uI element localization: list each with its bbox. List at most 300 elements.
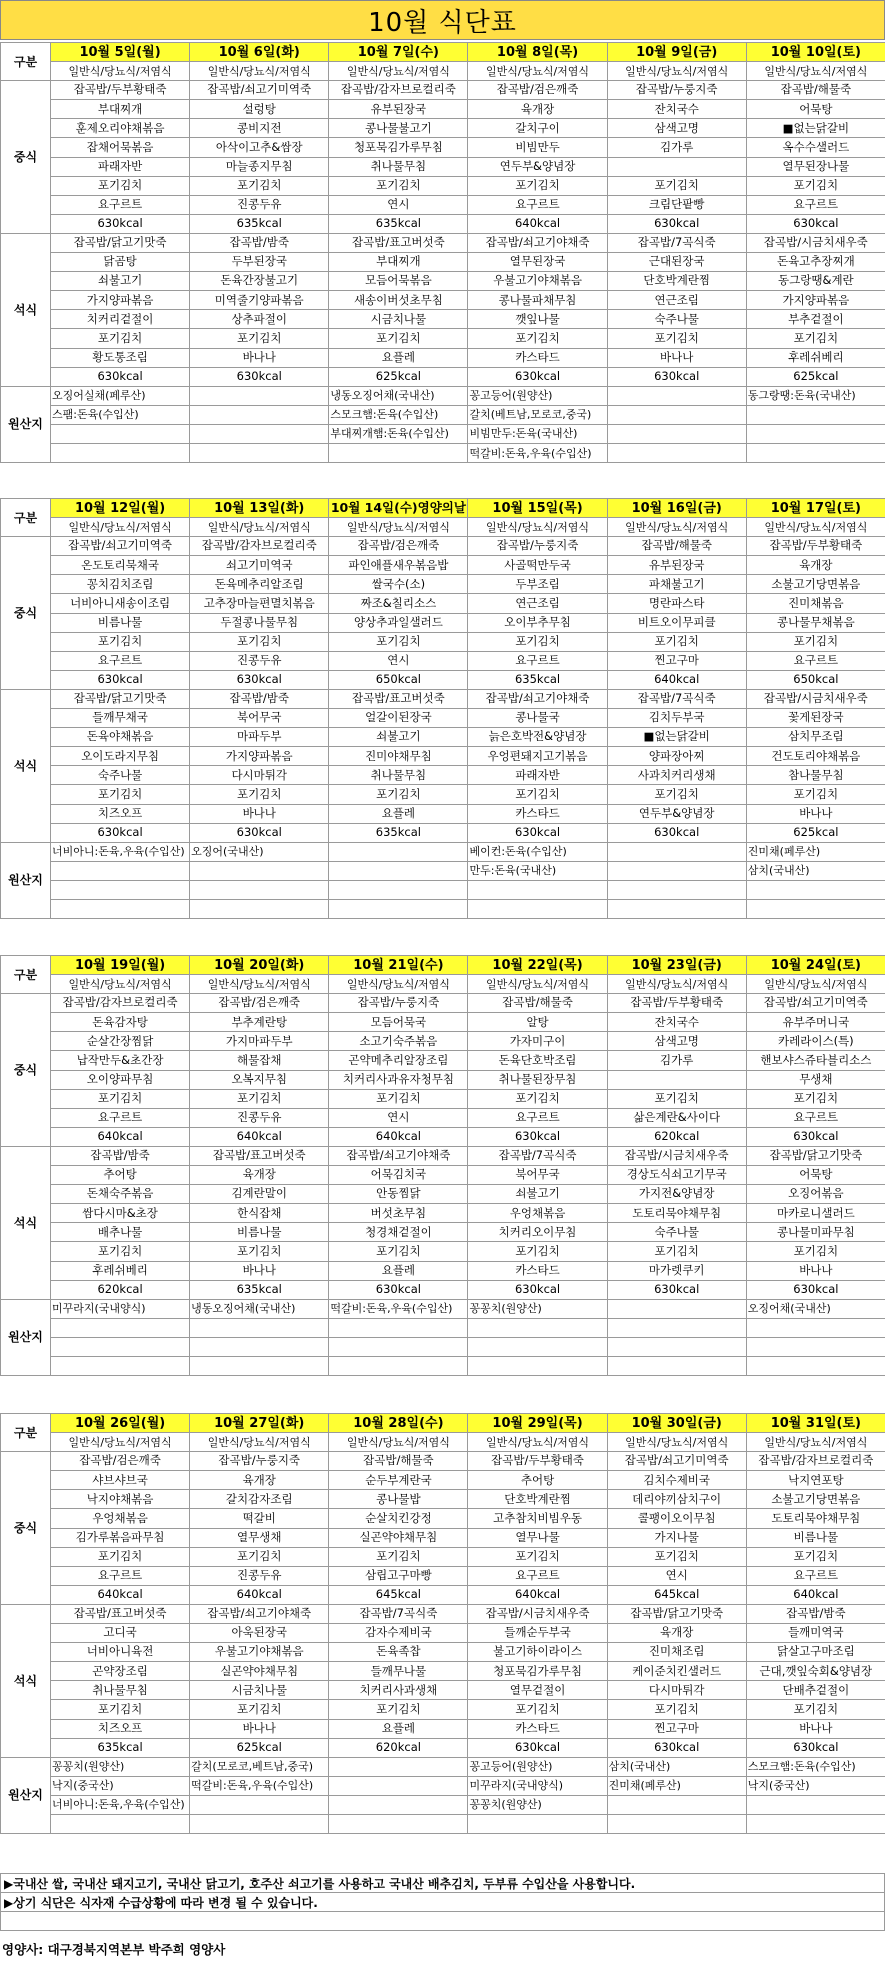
dinner-item: 부대찌개	[329, 253, 468, 272]
table-row	[1, 651, 885, 670]
table-row	[1, 1414, 885, 1433]
dinner-item: 625kcal	[746, 367, 885, 386]
lunch-item: 잡곡밥/검은깨죽	[190, 994, 329, 1013]
lunch-item: 잡곡밥/누룽지죽	[190, 1452, 329, 1471]
origin-item	[190, 405, 329, 424]
diet-type: 일반식/당뇨식/저염식	[468, 975, 607, 994]
origin-item	[746, 899, 885, 918]
lunch-item: 연두부&양념장	[468, 157, 607, 176]
lunch-item: 사골떡만두국	[468, 556, 607, 575]
dinner-item: 625kcal	[746, 823, 885, 842]
dinner-item: 김계란말이	[190, 1185, 329, 1204]
dinner-item: 잡곡밥/7곡식죽	[329, 1604, 468, 1623]
origin-item: 낙지(중국산)	[51, 1776, 190, 1795]
diet-type: 일반식/당뇨식/저염식	[746, 518, 885, 537]
table-row	[1, 709, 885, 728]
lunch-item: 포기김치	[329, 1089, 468, 1108]
lunch-item: 연시	[329, 651, 468, 670]
lunch-item: 열무생채	[190, 1528, 329, 1547]
dinner-item: 포기김치	[329, 785, 468, 804]
origin-item	[51, 424, 190, 443]
lunch-item: 640kcal	[51, 1585, 190, 1604]
dinner-item: 새송이버섯초무침	[329, 291, 468, 310]
table-row	[1, 1166, 885, 1185]
lunch-item: 연근조림	[468, 594, 607, 613]
dinner-item: 깻잎나물	[468, 310, 607, 329]
lunch-item: 잡곡밥/해물죽	[468, 994, 607, 1013]
origin-item	[607, 861, 746, 880]
diet-type: 일반식/당뇨식/저염식	[607, 1433, 746, 1452]
week-table	[0, 955, 885, 1376]
table-row	[1, 1585, 885, 1604]
dinner-item: 카스타드	[468, 804, 607, 823]
lunch-item: 어묵탕	[746, 100, 885, 119]
lunch-item: 630kcal	[746, 214, 885, 233]
dinner-item: 잡곡밥/닭고기맛죽	[51, 689, 190, 708]
lunch-item: 육개장	[190, 1471, 329, 1490]
dinner-item: 포기김치	[468, 1700, 607, 1719]
lunch-item: 진콩두유	[190, 1566, 329, 1585]
lunch-item: 모듬어묵국	[329, 1013, 468, 1032]
dinner-item: 청포묵김가루무침	[468, 1662, 607, 1681]
dinner-item: 들깨무채국	[51, 709, 190, 728]
origin-label: 원산지	[1, 1757, 51, 1833]
lunch-item: 치커리사과유자청무침	[329, 1070, 468, 1089]
lunch-item: 645kcal	[329, 1585, 468, 1604]
lunch-item: 630kcal	[190, 670, 329, 689]
lunch-item: 잡곡밥/쇠고기미역죽	[746, 994, 885, 1013]
diet-type: 일반식/당뇨식/저염식	[746, 1433, 885, 1452]
dinner-item: 모듬어묵볶음	[329, 272, 468, 291]
lunch-item: 쌀국수(소)	[329, 575, 468, 594]
origin-item	[329, 1757, 468, 1776]
dinner-item: 연근조림	[607, 291, 746, 310]
origin-item	[51, 880, 190, 899]
lunch-item: 떡갈비	[190, 1509, 329, 1528]
lunch-item: 잡곡밥/검은깨죽	[329, 537, 468, 556]
table-row	[1, 1681, 885, 1700]
dinner-item: 포기김치	[51, 329, 190, 348]
day-header: 10월 16일(금)	[607, 499, 746, 518]
dinner-item: 콩나물파채무침	[468, 291, 607, 310]
dinner-item: 시금치나물	[190, 1681, 329, 1700]
dinner-item: 쇠불고기	[329, 728, 468, 747]
dinner-item: 쇠불고기	[51, 272, 190, 291]
day-header: 10월 29일(목)	[468, 1414, 607, 1433]
table-row	[1, 386, 885, 405]
day-header: 10월 28일(수)	[329, 1414, 468, 1433]
origin-item	[607, 1337, 746, 1356]
lunch-item: 포기김치	[51, 1089, 190, 1108]
dinner-item: 630kcal	[51, 367, 190, 386]
dinner-item: 잡곡밥/쇠고기야채죽	[468, 689, 607, 708]
lunch-item: 유부주머니국	[746, 1013, 885, 1032]
dinner-item: 부추겉절이	[746, 310, 885, 329]
dinner-item: 포기김치	[190, 1700, 329, 1719]
dinner-item: 630kcal	[190, 367, 329, 386]
table-row	[1, 823, 885, 842]
table-row	[1, 956, 885, 975]
dinner-item: 후레쉬베리	[746, 348, 885, 367]
dinner-item: 요플레	[329, 1719, 468, 1738]
dinner-item: 635kcal	[329, 823, 468, 842]
table-row	[1, 253, 885, 272]
dinner-item: 630kcal	[607, 823, 746, 842]
lunch-item: 단호박계란찜	[468, 1490, 607, 1509]
dinner-item: 열무겉절이	[468, 1681, 607, 1700]
table-row	[1, 861, 885, 880]
day-header: 10월 22일(목)	[468, 956, 607, 975]
dinner-item: 돈육고추장찌개	[746, 253, 885, 272]
day-header: 10월 23일(금)	[607, 956, 746, 975]
dinner-item: 가지양파볶음	[190, 747, 329, 766]
lunch-item: 돈육메추리알조림	[190, 575, 329, 594]
dinner-item: 우불고기야채볶음	[468, 272, 607, 291]
lunch-item: 샤브샤브국	[51, 1471, 190, 1490]
dinner-item: 바나나	[746, 804, 885, 823]
dinner-item: 635kcal	[190, 1280, 329, 1299]
lunch-item: 640kcal	[190, 1585, 329, 1604]
diet-type: 일반식/당뇨식/저염식	[190, 1433, 329, 1452]
origin-item	[329, 1814, 468, 1833]
dinner-item: 돈육족찹	[329, 1643, 468, 1662]
dinner-item: 잡곡밥/쇠고기야채죽	[329, 1146, 468, 1165]
lunch-item: 포기김치	[190, 1089, 329, 1108]
table-row	[1, 899, 885, 918]
lunch-item: 630kcal	[746, 1127, 885, 1146]
dinner-item: 포기김치	[329, 1700, 468, 1719]
dinner-item: 잡곡밥/닭고기맛죽	[51, 233, 190, 252]
gubun-label: 구분	[1, 499, 51, 537]
dinner-item: 잡곡밥/밤죽	[746, 1604, 885, 1623]
dinner-item: 620kcal	[51, 1280, 190, 1299]
dinner-item: 포기김치	[51, 785, 190, 804]
origin-item: 진미채(페루산)	[746, 842, 885, 861]
day-header: 10월 15일(목)	[468, 499, 607, 518]
dinner-item: 잡곡밥/시금치새우죽	[746, 233, 885, 252]
dinner-item: 바나나	[190, 1261, 329, 1280]
table-row	[1, 1013, 885, 1032]
table-row	[1, 1089, 885, 1108]
dinner-item: 단호박계란찜	[607, 272, 746, 291]
dinner-item: 돈채숙주볶음	[51, 1185, 190, 1204]
dinner-item: 치즈오프	[51, 804, 190, 823]
dinner-item: 630kcal	[468, 367, 607, 386]
dinner-item: 꽃게된장국	[746, 709, 885, 728]
origin-item: 비빔만두:돈육(국내산)	[468, 424, 607, 443]
dinner-item: 630kcal	[746, 1280, 885, 1299]
origin-item	[190, 880, 329, 899]
origin-item: 너비아니:돈육,우육(수입산)	[51, 1795, 190, 1814]
dinner-item: 가지양파볶음	[51, 291, 190, 310]
dinner-item: 잡곡밥/밤죽	[190, 689, 329, 708]
table-row	[1, 556, 885, 575]
gubun-label: 구분	[1, 956, 51, 994]
lunch-item: 요구르트	[51, 1566, 190, 1585]
lunch-item: 잡곡밥/감자브로컬리죽	[329, 81, 468, 100]
lunch-item: 알탕	[468, 1013, 607, 1032]
lunch-item: 잔치국수	[607, 100, 746, 119]
origin-item: 스팸:돈육(수입산)	[51, 405, 190, 424]
lunch-item: 열무나물	[468, 1528, 607, 1547]
dinner-item: 동그랑땡&계란	[746, 272, 885, 291]
lunch-item: 650kcal	[746, 670, 885, 689]
gubun-label: 구분	[1, 43, 51, 81]
lunch-item: 포기김치	[607, 1547, 746, 1566]
day-header: 10월 30일(금)	[607, 1414, 746, 1433]
lunch-item: 잡곡밥/누룽지죽	[329, 994, 468, 1013]
table-row	[1, 195, 885, 214]
dinner-item: 카스타드	[468, 1261, 607, 1280]
dinner-item: 잡곡밥/닭고기맛죽	[607, 1604, 746, 1623]
lunch-item: 취나물무침	[329, 157, 468, 176]
day-header: 10월 24일(토)	[746, 956, 885, 975]
lunch-item: 잡채어묵볶음	[51, 138, 190, 157]
dietitian-credit: 영양사: 대구경북지역본부 박주희 영양사	[2, 1942, 226, 1957]
lunch-item: 순살치킨강정	[329, 1509, 468, 1528]
dinner-item: 숙주나물	[51, 766, 190, 785]
lunch-item: 오이부추무침	[468, 613, 607, 632]
dinner-item: 요플레	[329, 348, 468, 367]
dinner-item: 포기김치	[607, 329, 746, 348]
dinner-item: 포기김치	[746, 1700, 885, 1719]
table-row	[1, 138, 885, 157]
dinner-item: 630kcal	[607, 1738, 746, 1757]
table-row	[1, 1185, 885, 1204]
diet-type: 일반식/당뇨식/저염식	[51, 62, 190, 81]
dinner-item: 들깨순두부국	[468, 1624, 607, 1643]
lunch-item: 부추계란탕	[190, 1013, 329, 1032]
dinner-item: 630kcal	[468, 1738, 607, 1757]
table-row	[1, 1624, 885, 1643]
diet-type: 일반식/당뇨식/저염식	[190, 62, 329, 81]
origin-item	[190, 1337, 329, 1356]
week-table	[0, 42, 885, 463]
table-row	[1, 1738, 885, 1757]
footer-note-origin: ▶국내산 쌀, 국내산 돼지고기, 국내산 닭고기, 호주산 쇠고기를 사용하고 국내산 배추김치, 두부류 수입산을 사용합니다.	[1, 1874, 885, 1893]
dinner-item: 630kcal	[190, 823, 329, 842]
lunch-item: 포기김치	[190, 1547, 329, 1566]
lunch-item: 훈제오리야채볶음	[51, 119, 190, 138]
origin-item	[329, 1318, 468, 1337]
table-row	[1, 1776, 885, 1795]
lunch-item: 비빔만두	[468, 138, 607, 157]
lunch-item: 잡곡밥/감자브로컬리죽	[190, 537, 329, 556]
dinner-item: 안동찜닭	[329, 1185, 468, 1204]
table-row	[1, 176, 885, 195]
day-header: 10월 20일(화)	[190, 956, 329, 975]
lunch-item: 포기김치	[329, 632, 468, 651]
day-header: 10월 26일(월)	[51, 1414, 190, 1433]
dinner-item: 잡곡밥/표고버섯죽	[329, 689, 468, 708]
origin-item: 부대찌개햄:돈육(수입산)	[329, 424, 468, 443]
origin-item: 꽁꽁치(원양산)	[51, 1757, 190, 1776]
table-row	[1, 1528, 885, 1547]
lunch-item: 잡곡밥/두부황태죽	[746, 537, 885, 556]
diet-type: 일반식/당뇨식/저염식	[468, 62, 607, 81]
table-row	[1, 119, 885, 138]
day-header: 10월 7일(수)	[329, 43, 468, 62]
lunch-item: 마늘종지무침	[190, 157, 329, 176]
table-row	[1, 157, 885, 176]
lunch-item: 포기김치	[746, 632, 885, 651]
table-row	[1, 1032, 885, 1051]
lunch-item: 김가루볶음파무침	[51, 1528, 190, 1547]
lunch-item: 삼색고명	[607, 1032, 746, 1051]
dinner-item: 바나나	[746, 1719, 885, 1738]
lunch-item: 꽁치김치조림	[51, 575, 190, 594]
dinner-item: 후레쉬베리	[51, 1261, 190, 1280]
lunch-item: 부대찌개	[51, 100, 190, 119]
day-header: 10월 27일(화)	[190, 1414, 329, 1433]
lunch-item: 잡곡밥/해물죽	[607, 537, 746, 556]
lunch-item: 포기김치	[190, 176, 329, 195]
lunch-item: 잡곡밥/쇠고기미역죽	[190, 81, 329, 100]
table-row	[1, 1223, 885, 1242]
table-row	[1, 1070, 885, 1089]
lunch-item: 포기김치	[607, 632, 746, 651]
lunch-item: 630kcal	[607, 214, 746, 233]
dinner-label: 석식	[1, 1146, 51, 1299]
table-row	[1, 499, 885, 518]
lunch-item: 무생채	[746, 1070, 885, 1089]
lunch-item	[607, 1070, 746, 1089]
origin-item	[746, 1318, 885, 1337]
table-row	[1, 1795, 885, 1814]
lunch-item: 잡곡밥/누룽지죽	[468, 537, 607, 556]
lunch-item: 납작만두&초간장	[51, 1051, 190, 1070]
origin-item: 베이컨:돈육(수입산)	[468, 842, 607, 861]
dinner-item: 가지전&양념장	[607, 1185, 746, 1204]
dinner-item: 상추파절이	[190, 310, 329, 329]
day-header: 10월 13일(화)	[190, 499, 329, 518]
lunch-item: 포기김치	[468, 632, 607, 651]
origin-item	[468, 1356, 607, 1375]
dinner-item: 쇠불고기	[468, 1185, 607, 1204]
dinner-item: 우엉편돼지고기볶음	[468, 747, 607, 766]
table-row	[1, 1566, 885, 1585]
table-row	[1, 1643, 885, 1662]
origin-item	[329, 880, 468, 899]
table-row	[1, 613, 885, 632]
day-header: 10월 6일(화)	[190, 43, 329, 62]
table-row	[1, 214, 885, 233]
origin-item	[746, 880, 885, 899]
lunch-item: 고추장마늘편멸치볶음	[190, 594, 329, 613]
dinner-item: 사과치커리생채	[607, 766, 746, 785]
table-row	[1, 43, 885, 62]
table-row	[1, 291, 885, 310]
origin-item	[468, 1814, 607, 1833]
table-row	[1, 1108, 885, 1127]
dinner-item: 근대된장국	[607, 253, 746, 272]
origin-item	[746, 424, 885, 443]
origin-item: 만두:돈육(국내산)	[468, 861, 607, 880]
lunch-item: 비트오이무피클	[607, 613, 746, 632]
lunch-label: 중식	[1, 81, 51, 234]
dinner-item: 포기김치	[468, 1242, 607, 1261]
dinner-item: 파래자반	[468, 766, 607, 785]
lunch-item: 추어탕	[468, 1471, 607, 1490]
table-row	[1, 518, 885, 537]
lunch-item: 요구르트	[746, 1108, 885, 1127]
table-row	[1, 1509, 885, 1528]
lunch-item: 낙지야채볶음	[51, 1490, 190, 1509]
day-header: 10월 17일(토)	[746, 499, 885, 518]
lunch-item: 옥수수샐러드	[746, 138, 885, 157]
lunch-item: 요구르트	[746, 195, 885, 214]
dinner-item: 케이준치킨샐러드	[607, 1662, 746, 1681]
origin-item	[190, 443, 329, 462]
table-row	[1, 329, 885, 348]
lunch-item: 640kcal	[468, 214, 607, 233]
table-row	[1, 594, 885, 613]
origin-item: 너비아니:돈육,우육(수입산)	[51, 842, 190, 861]
lunch-item: 콩나물무채볶음	[746, 613, 885, 632]
lunch-item: 데리야끼삼치구이	[607, 1490, 746, 1509]
dinner-item: 잡곡밥/시금치새우죽	[746, 689, 885, 708]
lunch-item: 잡곡밥/감자브로컬리죽	[746, 1452, 885, 1471]
dinner-item: 숙주나물	[607, 1223, 746, 1242]
lunch-item: 630kcal	[51, 214, 190, 233]
dinner-item: 잡곡밥/7곡식죽	[607, 233, 746, 252]
footer-blank	[1, 1912, 885, 1931]
lunch-item: 포기김치	[746, 1547, 885, 1566]
dinner-item: 포기김치	[746, 1242, 885, 1261]
dinner-item: 돈육간장불고기	[190, 272, 329, 291]
origin-item	[746, 1795, 885, 1814]
table-row	[1, 670, 885, 689]
day-header: 10월 10일(토)	[746, 43, 885, 62]
dinner-item: 진미야채무침	[329, 747, 468, 766]
lunch-item: 요구르트	[468, 1566, 607, 1585]
lunch-item: 635kcal	[329, 214, 468, 233]
origin-item: 미꾸라지(국내양식)	[51, 1299, 190, 1318]
lunch-item: 요구르트	[468, 195, 607, 214]
table-row	[1, 1547, 885, 1566]
origin-item	[329, 1776, 468, 1795]
dinner-item: 오징어볶음	[746, 1185, 885, 1204]
origin-label: 원산지	[1, 842, 51, 918]
origin-item	[329, 1337, 468, 1356]
table-row	[1, 81, 885, 100]
origin-item	[607, 443, 746, 462]
dinner-item: ■없는닭갈비	[607, 728, 746, 747]
table-row	[1, 1127, 885, 1146]
lunch-item: 해물잡채	[190, 1051, 329, 1070]
origin-item: 오징어실채(페루산)	[51, 386, 190, 405]
origin-item	[190, 1795, 329, 1814]
lunch-item: 파래자반	[51, 157, 190, 176]
lunch-item: 640kcal	[468, 1585, 607, 1604]
origin-item: 오징어(국내산)	[190, 842, 329, 861]
dinner-item: 625kcal	[329, 367, 468, 386]
lunch-item: 가자미구이	[468, 1032, 607, 1051]
table-row	[1, 100, 885, 119]
lunch-item: 낙지연포탕	[746, 1471, 885, 1490]
lunch-item: 진콩두유	[190, 195, 329, 214]
lunch-item: 소불고기당면볶음	[746, 575, 885, 594]
dinner-item: 마카로니샐러드	[746, 1204, 885, 1223]
lunch-item: 잔치국수	[607, 1013, 746, 1032]
origin-item	[746, 1356, 885, 1375]
dinner-item: 늙은호박전&양념장	[468, 728, 607, 747]
table-row	[1, 272, 885, 291]
lunch-item: 연시	[329, 195, 468, 214]
dinner-label: 석식	[1, 1604, 51, 1757]
diet-type: 일반식/당뇨식/저염식	[607, 975, 746, 994]
dinner-item: 바나나	[190, 1719, 329, 1738]
